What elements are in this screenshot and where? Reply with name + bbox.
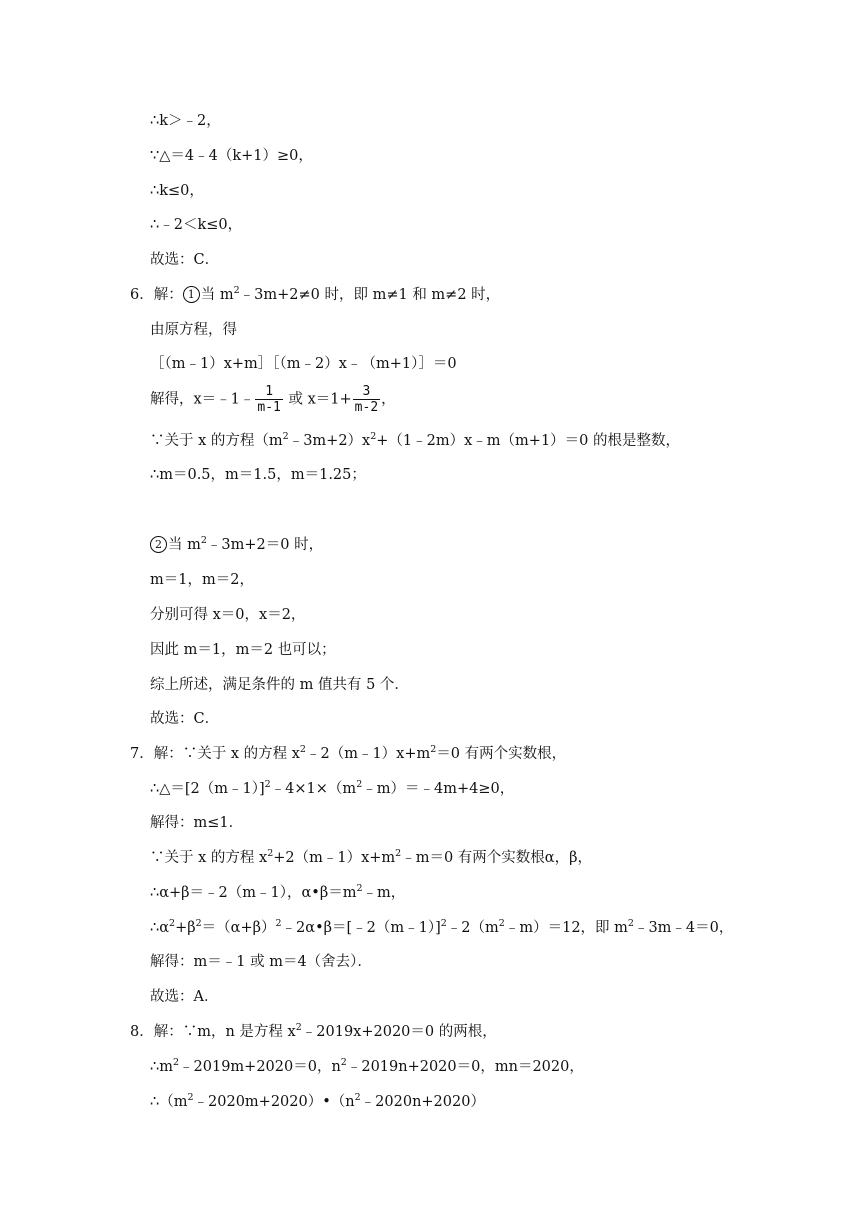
p6-text: 或 x＝1+	[283, 391, 352, 408]
p7-text: ﹣2（m	[446, 920, 499, 936]
p6-text: ﹣3m+2）x	[288, 433, 371, 449]
p7-text: ＝0 有两个实数根，	[436, 746, 567, 762]
superscript: 2	[187, 1092, 194, 1103]
p7-text: ﹣m＝0 有两个实数根α，β，	[401, 850, 592, 866]
p6-line-2: 由原方程，得	[150, 322, 237, 338]
numerator: 1	[255, 384, 282, 400]
p6-line-5	[150, 431, 680, 451]
p8-line-1	[130, 1022, 497, 1042]
numerator: 3	[353, 384, 380, 400]
fraction-2	[353, 384, 380, 415]
circled-number-1: 1	[183, 286, 200, 303]
p7-line-6	[150, 918, 733, 938]
superscript: 2	[430, 744, 437, 755]
p7-text: ∴△＝[2（m﹣1）]	[150, 781, 265, 797]
p6-number: 6．	[130, 287, 154, 303]
superscript: 2	[295, 1022, 302, 1033]
p6-line-4	[150, 384, 396, 415]
p8-text: ﹣2020n+2020）	[360, 1094, 485, 1110]
p7-text: +2（m﹣1）x+m	[273, 850, 396, 866]
p6-line-6: ∴m＝0.5，m＝1.5，m＝1.25；	[150, 467, 366, 483]
p7-text: ﹣2（m﹣1）x+m	[305, 746, 431, 762]
superscript: 2	[395, 848, 402, 859]
p8-text: ﹣2019n+2020＝0，mn＝2020，	[346, 1059, 584, 1075]
p6-text: +（1﹣2m）x﹣m（m+1）＝0 的根是整数，	[376, 433, 681, 449]
p8-number: 8．	[130, 1024, 154, 1040]
p8-text: ﹣2019m+2020＝0，n	[179, 1059, 341, 1075]
p6-text: ﹣3m+2≠0 时，即 m≠1 和 m≠2 时，	[239, 287, 501, 303]
superscript: 2	[267, 848, 274, 859]
p7-text: ﹣2α•β＝[﹣2（m﹣1）]	[281, 920, 441, 936]
p7-text: ﹣m）＝12，即 m	[504, 920, 628, 936]
p7-line-3: 解得：m≤1．	[150, 815, 244, 831]
p6-line-11: 综上所述，满足条件的 m 值共有 5 个．	[150, 677, 409, 693]
superscript: 2	[200, 535, 207, 546]
p8-text: ∴（m	[150, 1094, 188, 1110]
p7-text: ﹣m）＝﹣4m+4≥0，	[362, 781, 515, 797]
superscript: 2	[370, 431, 377, 442]
superscript: 2	[627, 918, 634, 929]
p6-text: 当 m	[200, 287, 234, 303]
p8-text: 解：∵m，n 是方程 x	[153, 1024, 296, 1040]
p7-line-4	[150, 848, 592, 868]
p5-line-1: ∴k＞﹣2，	[150, 113, 221, 129]
p5-line-3: ∴k≤0，	[150, 183, 204, 199]
p7-text: ﹣3m﹣4＝0，	[633, 920, 734, 936]
p7-line-7: 解得：m＝﹣1 或 m＝4（舍去）．	[150, 954, 372, 970]
p6-solve-label: 解：	[153, 287, 183, 303]
superscript: 2	[354, 1092, 361, 1103]
superscript: 2	[340, 1057, 347, 1068]
p6-line-7	[150, 535, 323, 555]
superscript: 2	[356, 883, 363, 894]
p5-line-2: ∵△＝4﹣4（k+1）≥0，	[150, 148, 313, 164]
superscript: 2	[195, 918, 202, 929]
p6-line-8: m＝1，m＝2，	[150, 572, 254, 588]
p8-line-3	[150, 1092, 485, 1112]
p6-line-10: 因此 m＝1，m＝2 也可以；	[150, 642, 336, 658]
p8-text: ∴m	[150, 1059, 173, 1075]
p6-text: ∵关于 x 的方程（m	[150, 433, 283, 449]
superscript: 2	[275, 918, 282, 929]
superscript: 2	[172, 1057, 180, 1068]
superscript: 2	[299, 744, 306, 755]
p7-line-5	[150, 883, 405, 903]
p7-text: 解：∵关于 x 的方程 x	[153, 746, 300, 762]
p7-text: ∴α	[150, 920, 170, 936]
fraction-1	[255, 384, 282, 415]
p7-text: ﹣4×1×（m	[270, 781, 357, 797]
p7-text: ＝（α+β）	[201, 920, 276, 936]
superscript: 2	[264, 779, 271, 790]
p6-line-3: ［（m﹣1）x+m］［（m﹣2）x﹣（m+1）］＝0	[150, 356, 457, 372]
p7-line-1	[130, 744, 566, 764]
p6-line-9: 分别可得 x＝0，x＝2，	[150, 607, 306, 623]
p7-text: ∵关于 x 的方程 x	[150, 850, 268, 866]
p8-text: ﹣2020m+2020）•（n	[193, 1094, 355, 1110]
p7-text: ﹣m，	[362, 885, 406, 901]
p7-number: 7．	[130, 746, 154, 762]
superscript: 2	[233, 285, 240, 296]
p7-text: +β	[175, 920, 196, 936]
p7-line-2	[150, 779, 514, 799]
superscript: 2	[169, 918, 176, 929]
p6-answer: 故选：C．	[150, 711, 220, 727]
denominator: m-1	[257, 400, 281, 415]
superscript: 2	[440, 918, 447, 929]
superscript: 2	[356, 779, 363, 790]
p5-answer: 故选：C．	[150, 252, 220, 268]
p6-text: ，	[381, 391, 396, 408]
p6-text: 解得，x＝﹣1﹣	[150, 391, 255, 408]
circled-number-2: 2	[150, 536, 167, 553]
superscript: 2	[498, 918, 505, 929]
p6-text: ﹣3m+2＝0 时，	[206, 537, 324, 553]
p7-text: ∴α+β＝﹣2（m﹣1），α•β＝m	[150, 885, 357, 901]
p8-text: ﹣2019x+2020＝0 的两根，	[301, 1024, 497, 1040]
denominator: m-2	[354, 400, 379, 415]
p8-line-2	[150, 1057, 584, 1077]
p5-line-4: ∴﹣2＜k≤0，	[150, 217, 243, 233]
superscript: 2	[282, 431, 289, 442]
p6-text: 当 m	[168, 537, 201, 553]
p7-answer: 故选：A．	[150, 989, 219, 1005]
p6-line-1	[130, 285, 500, 305]
